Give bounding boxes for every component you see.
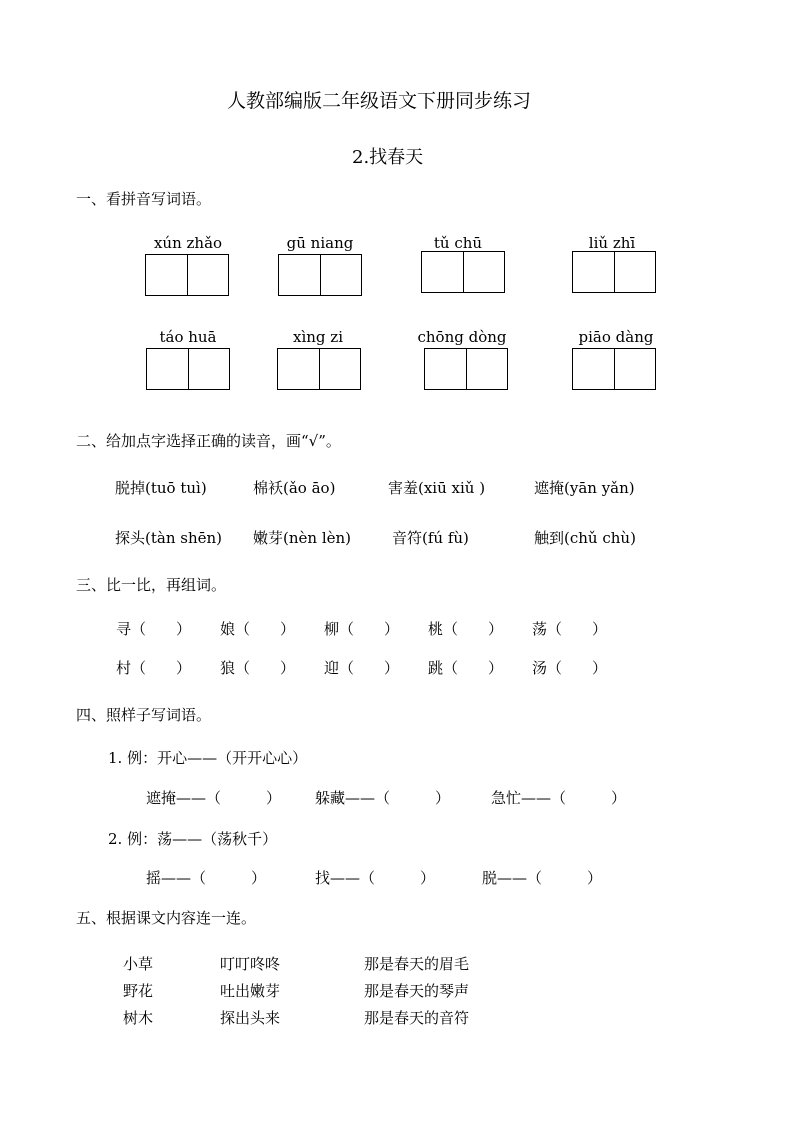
grid-cell[interactable] bbox=[320, 255, 362, 295]
reading-choice[interactable]: 探头(tàn shēn) bbox=[115, 529, 222, 547]
grid-cell[interactable] bbox=[319, 349, 361, 389]
match-left-item[interactable]: 小草 bbox=[123, 955, 154, 973]
pinyin-label: liǔ zhī bbox=[588, 234, 636, 252]
pinyin-label: táo huā bbox=[159, 328, 217, 346]
word-blank[interactable]: 寻（ ） bbox=[116, 620, 192, 638]
grid-cell[interactable] bbox=[466, 349, 508, 389]
grid-cell[interactable] bbox=[278, 349, 319, 389]
grid-cell[interactable] bbox=[463, 252, 505, 292]
section-1-heading: 一、看拼音写词语。 bbox=[76, 190, 212, 208]
word-blank[interactable]: 急忙——（ ） bbox=[491, 789, 627, 807]
reading-choice[interactable]: 触到(chǔ chù) bbox=[534, 529, 636, 547]
pinyin-label: xún zhǎo bbox=[153, 234, 223, 252]
match-middle-item[interactable]: 探出头来 bbox=[220, 1009, 281, 1027]
section-4-heading: 四、照样子写词语。 bbox=[76, 706, 212, 724]
grid-cell[interactable] bbox=[422, 252, 463, 292]
pinyin-label: piāo dàng bbox=[578, 328, 654, 346]
grid-cell[interactable] bbox=[573, 349, 614, 389]
match-left-item[interactable]: 野花 bbox=[123, 982, 154, 1000]
grid-cell[interactable] bbox=[614, 252, 656, 292]
word-blank[interactable]: 摇——（ ） bbox=[146, 869, 267, 887]
pinyin-label: xìng zi bbox=[293, 328, 343, 346]
match-middle-item[interactable]: 叮叮咚咚 bbox=[220, 955, 281, 973]
section-2-heading: 二、给加点字选择正确的读音，画“√”。 bbox=[76, 432, 341, 450]
grid-cell[interactable] bbox=[279, 255, 320, 295]
grid-cell[interactable] bbox=[425, 349, 466, 389]
word-blank[interactable]: 找——（ ） bbox=[315, 869, 436, 887]
word-blank[interactable]: 村（ ） bbox=[116, 659, 192, 677]
writing-grid[interactable] bbox=[145, 254, 229, 296]
pinyin-label: gū niang bbox=[286, 234, 354, 252]
match-left-item[interactable]: 树木 bbox=[123, 1009, 154, 1027]
word-blank[interactable]: 躲藏——（ ） bbox=[315, 789, 451, 807]
word-blank[interactable]: 娘（ ） bbox=[220, 620, 296, 638]
pinyin-label: tǔ chū bbox=[433, 234, 483, 252]
lesson-title: 2.找春天 bbox=[352, 147, 424, 168]
word-blank[interactable]: 柳（ ） bbox=[324, 620, 400, 638]
match-right-item[interactable]: 那是春天的音符 bbox=[364, 1009, 470, 1027]
writing-grid[interactable] bbox=[572, 348, 656, 390]
reading-choice[interactable]: 害羞(xiū xiǔ ) bbox=[388, 479, 486, 497]
writing-grid[interactable] bbox=[424, 348, 508, 390]
reading-choice[interactable]: 音符(fú fù) bbox=[392, 529, 469, 547]
reading-choice[interactable]: 嫩芽(nèn lèn) bbox=[253, 529, 352, 547]
grid-cell[interactable] bbox=[187, 255, 229, 295]
reading-choice[interactable]: 棉袄(ǎo āo) bbox=[253, 479, 336, 497]
writing-grid[interactable] bbox=[277, 348, 361, 390]
grid-cell[interactable] bbox=[614, 349, 656, 389]
word-blank[interactable]: 迎（ ） bbox=[324, 659, 400, 677]
writing-grid[interactable] bbox=[572, 251, 656, 293]
match-middle-item[interactable]: 吐出嫩芽 bbox=[220, 982, 281, 1000]
grid-cell[interactable] bbox=[146, 255, 187, 295]
grid-cell[interactable] bbox=[188, 349, 230, 389]
reading-choice[interactable]: 脱掉(tuō tuì) bbox=[115, 479, 207, 497]
section-5-heading: 五、根据课文内容连一连。 bbox=[76, 909, 257, 927]
writing-grid[interactable] bbox=[278, 254, 362, 296]
word-blank[interactable]: 跳（ ） bbox=[428, 659, 504, 677]
writing-grid[interactable] bbox=[146, 348, 230, 390]
example-1: 1. 例：开心——（开开心心） bbox=[108, 749, 308, 767]
reading-choice[interactable]: 遮掩(yān yǎn) bbox=[534, 479, 635, 497]
word-blank[interactable]: 狼（ ） bbox=[220, 659, 296, 677]
word-blank[interactable]: 荡（ ） bbox=[532, 620, 608, 638]
page-title: 人教部编版二年级语文下册同步练习 bbox=[227, 90, 532, 112]
match-right-item[interactable]: 那是春天的琴声 bbox=[364, 982, 470, 1000]
pinyin-label: chōng dòng bbox=[417, 328, 507, 346]
word-blank[interactable]: 桃（ ） bbox=[428, 620, 504, 638]
word-blank[interactable]: 汤（ ） bbox=[532, 659, 608, 677]
writing-grid[interactable] bbox=[421, 251, 505, 293]
section-3-heading: 三、比一比，再组词。 bbox=[76, 576, 227, 594]
match-right-item[interactable]: 那是春天的眉毛 bbox=[364, 955, 470, 973]
word-blank[interactable]: 遮掩——（ ） bbox=[146, 789, 282, 807]
grid-cell[interactable] bbox=[147, 349, 188, 389]
example-2: 2. 例：荡——（荡秋千） bbox=[108, 830, 278, 848]
word-blank[interactable]: 脱——（ ） bbox=[482, 869, 603, 887]
grid-cell[interactable] bbox=[573, 252, 614, 292]
